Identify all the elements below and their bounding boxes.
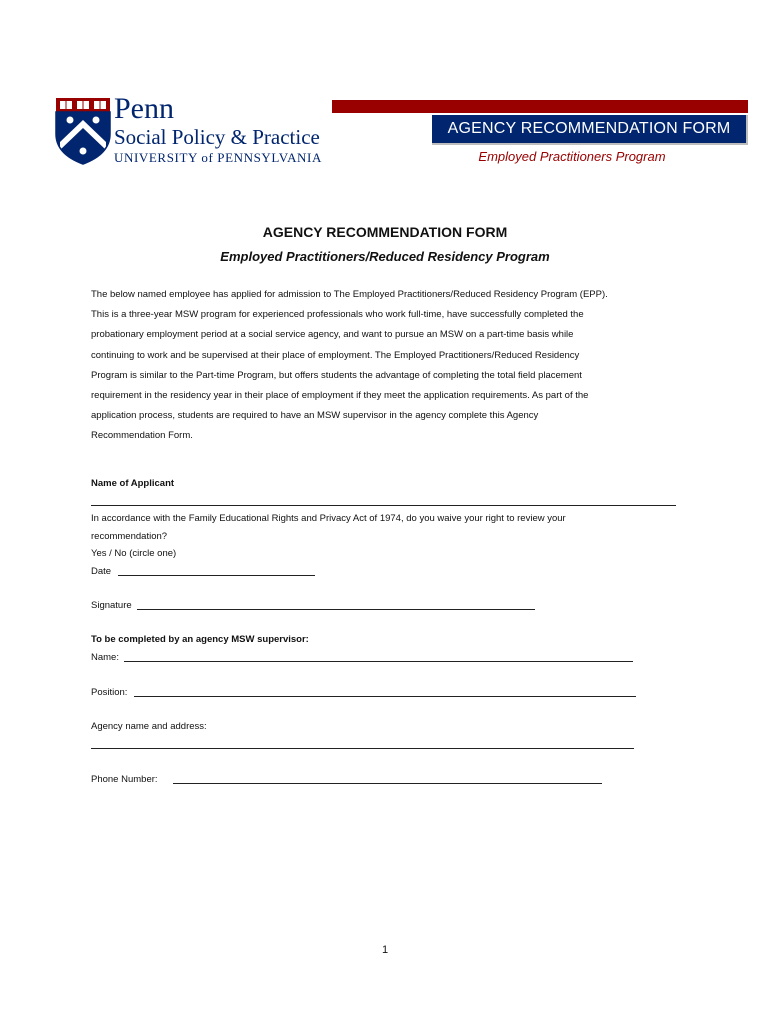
intro-line: This is a three-year MSW program for experienced professionals who work full-time, have successfully completed the <box>91 309 584 321</box>
agency-label: Agency name and address: <box>91 721 207 732</box>
page-subtitle: Employed Practitioners/Reduced Residency Program <box>220 249 550 264</box>
applicant-name-label: Name of Applicant <box>91 478 175 489</box>
ferpa-question-line1: In accordance with the Family Educational Rights and Privacy Act of 1974, do you waive your right to review your <box>91 513 566 524</box>
signature-field[interactable] <box>137 609 535 610</box>
date-label: Date <box>91 566 112 577</box>
position-label: Position: <box>91 687 128 698</box>
logo-penn-text: Penn <box>114 92 174 125</box>
intro-line: The below named employee has applied for admission to The Employed Practitioners/Reduced Residency Program (EPP). <box>91 289 608 300</box>
intro-line: Recommendation Form. <box>91 430 193 442</box>
yes-no-choice[interactable]: Yes / No (circle one) <box>91 548 177 559</box>
banner-title: AGENCY RECOMMENDATION FORM <box>447 120 731 137</box>
intro-line: probationary employment period at a social service agency, and want to pursue an MSW on a part-time basis while <box>91 329 574 341</box>
signature-label: Signature <box>91 600 132 611</box>
penn-shield-logo <box>54 96 112 166</box>
agency-field[interactable] <box>91 748 634 749</box>
logo-university-text: UNIVERSITY of PENNSYLVANIA <box>114 150 322 165</box>
date-field[interactable] <box>118 575 315 576</box>
page-title: AGENCY RECOMMENDATION FORM <box>262 224 508 240</box>
page-number: 1 <box>381 944 389 956</box>
header-red-bar <box>332 100 748 113</box>
supervisor-name-label: Name: <box>91 652 119 663</box>
intro-line: Program is similar to the Part-time Program, but offers students the advantage of completing the total field placement <box>91 369 582 381</box>
intro-line: requirement in the residency year in their place of employment if they meet the application requirements. As part of the <box>91 389 589 401</box>
intro-line: application process, students are required to have an MSW supervisor in the agency complete this Agency <box>91 410 539 422</box>
phone-field[interactable] <box>173 783 602 784</box>
position-field[interactable] <box>134 696 636 697</box>
header-banner <box>432 115 748 145</box>
supervisor-heading: To be completed by an agency MSW supervisor: <box>91 634 309 645</box>
intro-paragraph <box>91 285 691 447</box>
intro-line: continuing to work and be supervised at their place of employment. The Employed Practitioners/Reduced Residency <box>91 349 580 361</box>
ferpa-question-line2: recommendation? <box>91 531 168 542</box>
banner-subtitle: Employed Practitioners Program <box>478 149 666 164</box>
phone-label: Phone Number: <box>91 774 158 785</box>
supervisor-name-field[interactable] <box>124 661 633 662</box>
logo-school-text: Social Policy & Practice <box>114 125 320 149</box>
applicant-name-field[interactable] <box>91 505 676 506</box>
